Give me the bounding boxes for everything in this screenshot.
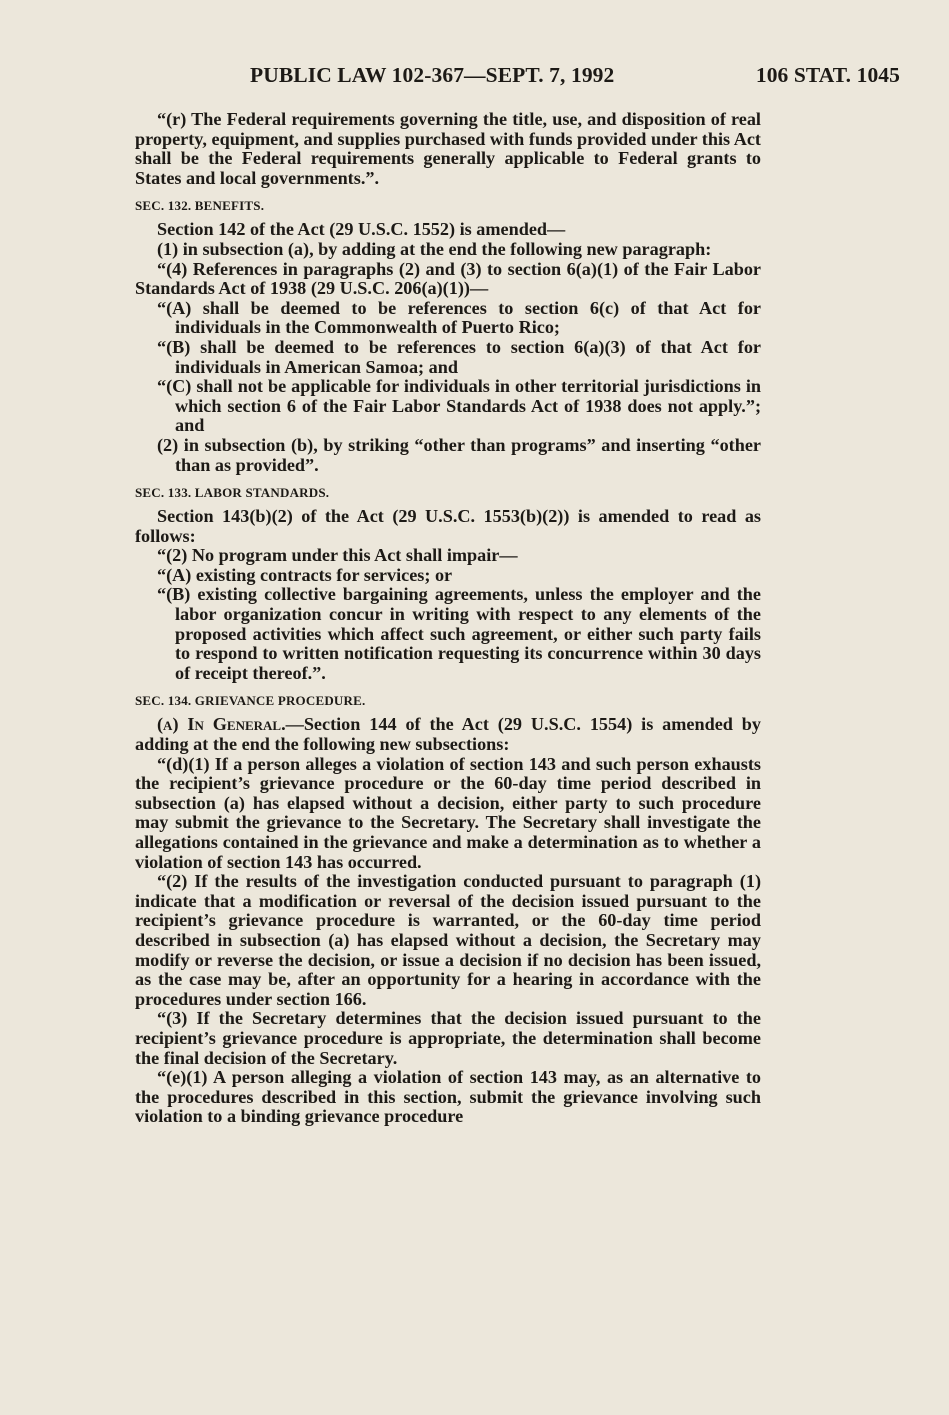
- section-133-clause-b: “(B) existing collective bargaining agreements, unless the employer and the labor organization concur in writing with respect to any elements of the proposed activities which affect such agreement, or either such party fails to respond to written notification requesting its concurrence within 30 days of receipt thereof.”.: [157, 584, 761, 683]
- section-132-heading: SEC. 132. BENEFITS.: [135, 198, 265, 214]
- document-body: [135, 110, 761, 1127]
- public-law-citation: PUBLIC LAW 102-367—SEPT. 7, 1992: [250, 63, 615, 87]
- section-133-intro: Section 143(b)(2) of the Act (29 U.S.C. 1553(b)(2)) is amended to read as follows:: [135, 506, 761, 546]
- section-134-subsection-a: [135, 715, 761, 754]
- page-header: [250, 63, 900, 93]
- section-133-heading: SEC. 133. LABOR STANDARDS.: [135, 485, 330, 501]
- subsection-a-text: —Section 144 of the Act (29 U.S.C. 1554) is amended by adding at the end the following new subsections:: [135, 714, 761, 755]
- subsection-a-label: (a) In General.: [157, 714, 286, 735]
- section-132-clause-a: “(A) shall be deemed to be references to section 6(c) of that Act for individuals in the Commonwealth of Puerto Rico;: [157, 297, 761, 338]
- section-132-clause-b: “(B) shall be deemed to be references to section 6(a)(3) of that Act for individuals in American Samoa; and: [157, 336, 761, 377]
- statute-page-number: 106 STAT. 1045: [755, 63, 900, 87]
- section-132-item-2: (2) in subsection (b), by striking “other than programs” and inserting “other than as provided”.: [157, 434, 761, 475]
- section-132-paragraph-4: “(4) References in paragraphs (2) and (3) to section 6(a)(1) of the Fair Labor Standards Act of 1938 (29 U.S.C. 206(a)(1))—: [135, 258, 761, 299]
- section-132-intro: Section 142 of the Act (29 U.S.C. 1552) is amended—: [157, 219, 566, 240]
- section-134-d3: “(3) If the Secretary determines that the decision issued pursuant to the recipient’s grievance procedure is appropriate, the determination shall become the final decision of the Secretary.: [135, 1008, 761, 1068]
- section-134-d2: “(2) If the results of the investigation conducted pursuant to paragraph (1) indicate that a modification or reversal of the decision issued pursuant to the recipient’s grievance procedure is warranted, or the 60-day time period described in subsection (a) has elapsed without a decision, the Secretary may modify or reverse the decision, or issue a decision if no decision has been issued, as the case may be, after an opportunity for a hearing in accordance with the procedures under section 166.: [135, 871, 761, 1009]
- section-132-item-1: (1) in subsection (a), by adding at the end the following new paragraph:: [157, 238, 712, 259]
- section-133-paragraph-2: “(2) No program under this Act shall impair—: [157, 545, 518, 566]
- section-134-heading: SEC. 134. GRIEVANCE PROCEDURE.: [135, 693, 366, 709]
- section-134-e1: “(e)(1) A person alleging a violation of section 143 may, as an alternative to the procedures described in this section, submit the grievance involving such violation to a binding grievance procedure: [135, 1067, 761, 1127]
- section-133-clause-a: “(A) existing contracts for services; or: [157, 564, 453, 585]
- paragraph-r: “(r) The Federal requirements governing the title, use, and disposition of real property, equipment, and supplies purchased with funds provided under this Act shall be the Federal requirements generally applicable to Federal grants to States and local governments.”.: [135, 109, 761, 188]
- section-132-clause-c: “(C) shall not be applicable for individuals in other territorial jurisdictions in which section 6 of the Fair Labor Standards Act of 1938 does not apply.”; and: [157, 376, 761, 436]
- section-134-d1: “(d)(1) If a person alleges a violation of section 143 and such person exhausts the recipient’s grievance procedure or the 60-day time period described in subsection (a) has elapsed without a decision, either party to such procedure may submit the grievance to the Secretary. The Secretary shall investigate the allegations contained in the grievance and make a determination as to whether a violation of section 143 has occurred.: [135, 753, 761, 872]
